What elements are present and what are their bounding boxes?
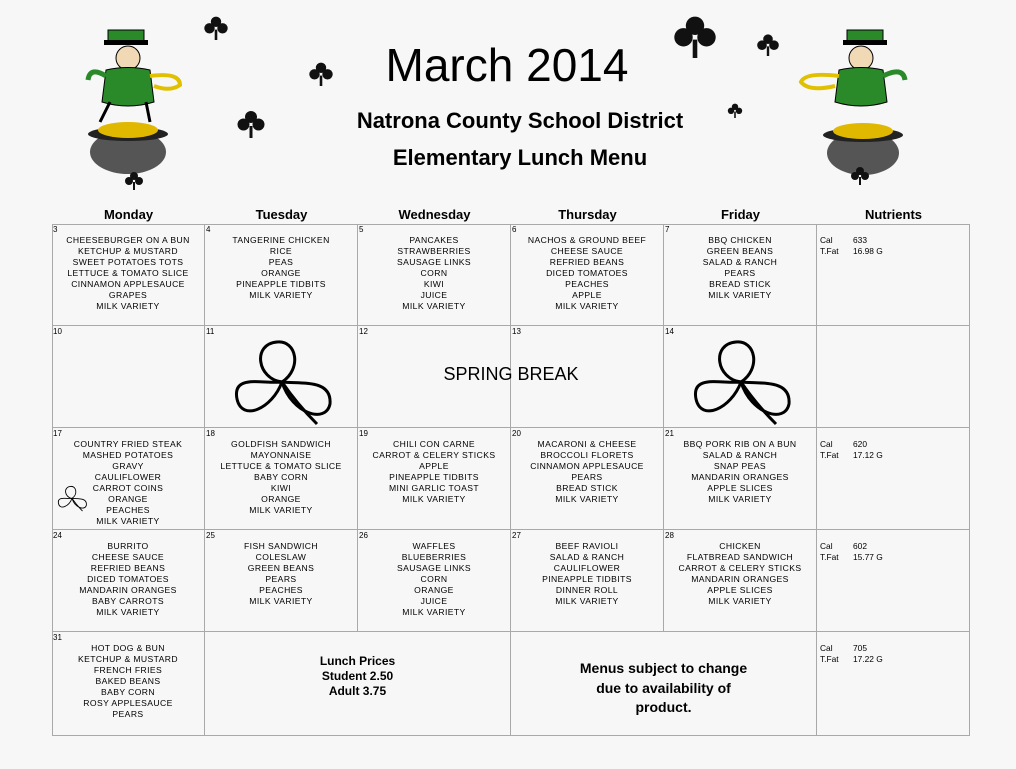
menu-items — [358, 439, 510, 505]
day-number: 17 — [53, 429, 62, 438]
day-cell — [358, 224, 511, 326]
menu-item: PINEAPPLE TIDBITS — [236, 279, 326, 289]
price-line: Student 2.50 — [321, 669, 394, 683]
menu-item: CHEESE SAUCE — [91, 552, 165, 562]
menu-item: CARROT COINS — [92, 483, 164, 493]
nutrients-cell — [817, 326, 970, 428]
fat-label: T.Fat — [820, 654, 839, 664]
nutrients-cell — [817, 530, 970, 632]
day-cell — [664, 428, 817, 530]
menu-items — [52, 439, 204, 527]
menu-item: PEACHES — [565, 279, 609, 289]
menu-item: MANDARIN ORANGES — [79, 585, 177, 595]
calories-line — [820, 643, 883, 654]
header-thursday: Thursday — [558, 207, 617, 222]
menu-title: Elementary Lunch Menu — [392, 145, 648, 170]
menu-item: MANDARIN ORANGES — [691, 472, 789, 482]
menu-items — [52, 541, 204, 618]
menu-item: BREAD STICK — [709, 279, 771, 289]
fat-value: 15.77 G — [853, 552, 883, 562]
menu-item: SWEET POTATOES TOTS — [72, 257, 184, 267]
menu-item: ORANGE — [108, 494, 148, 504]
header-wednesday: Wednesday — [398, 207, 471, 222]
menu-item: JUICE — [420, 290, 448, 300]
menu-items — [52, 643, 204, 720]
menu-item: CAULIFLOWER — [94, 472, 162, 482]
menu-item: SAUSAGE LINKS — [397, 257, 471, 267]
day-cell — [205, 530, 358, 632]
nutrients-values — [820, 439, 883, 461]
menu-item: MILK VARIETY — [555, 494, 619, 504]
header-monday: Monday — [103, 207, 154, 222]
day-cell — [664, 530, 817, 632]
menu-item: JUICE — [420, 596, 448, 606]
day-number: 11 — [206, 327, 215, 336]
lunch-prices-cell — [205, 632, 511, 736]
menu-item: BABY CORN — [100, 687, 156, 697]
menu-item: ORANGE — [261, 268, 301, 278]
menu-items — [511, 541, 663, 607]
menu-item: GREEN BEANS — [247, 563, 315, 573]
notice-line: due to availability of — [596, 679, 731, 696]
menu-item: GRAPES — [108, 290, 148, 300]
nutrients-values — [820, 235, 883, 257]
nutrients-values — [820, 643, 883, 665]
menu-item: KETCHUP & MUSTARD — [77, 654, 179, 664]
menu-item: KETCHUP & MUSTARD — [77, 246, 179, 256]
day-number: 25 — [206, 531, 215, 540]
calories-line — [820, 439, 883, 450]
menu-items — [205, 439, 357, 516]
day-cell — [511, 224, 664, 326]
menu-item: DICED TOMATOES — [87, 574, 169, 584]
shamrock-outline-icon — [681, 334, 801, 430]
fat-value: 17.12 G — [853, 450, 883, 460]
menu-item: CAULIFLOWER — [553, 563, 621, 573]
menu-item: KIWI — [270, 483, 292, 493]
menu-item: STRAWBERRIES — [397, 246, 471, 256]
calories-value: 633 — [853, 235, 867, 245]
menu-item: CORN — [420, 574, 448, 584]
day-number: 31 — [53, 633, 62, 642]
menu-item: PEARS — [724, 268, 756, 278]
menu-item: APPLE SLICES — [707, 483, 773, 493]
day-cell — [52, 224, 205, 326]
calories-label: Cal — [820, 235, 833, 245]
menu-item: MILK VARIETY — [708, 290, 772, 300]
menu-item: REFRIED BEANS — [549, 257, 625, 267]
fat-line — [820, 246, 883, 257]
fat-value: 17.22 G — [853, 654, 883, 664]
menu-item: MAYONNAISE — [250, 450, 312, 460]
day-cell — [358, 530, 511, 632]
menu-items — [52, 235, 204, 312]
day-number: 6 — [512, 225, 517, 234]
day-number: 10 — [53, 327, 62, 336]
menu-item: PINEAPPLE TIDBITS — [542, 574, 632, 584]
menu-item: LETTUCE & TOMATO SLICE — [220, 461, 342, 471]
menu-item: MASHED POTATOES — [82, 450, 174, 460]
menu-items — [205, 541, 357, 607]
menu-item: SAUSAGE LINKS — [397, 563, 471, 573]
menu-item: APPLE — [572, 290, 602, 300]
menu-item: MINI GARLIC TOAST — [388, 483, 480, 493]
nutrients-cell — [817, 632, 970, 736]
menu-item: MILK VARIETY — [249, 505, 313, 515]
price-line: Adult 3.75 — [328, 684, 387, 698]
day-cell — [511, 326, 664, 428]
clover-icon — [203, 14, 229, 40]
calories-value: 602 — [853, 541, 867, 551]
menu-item: CHICKEN — [719, 541, 761, 551]
day-cell — [52, 326, 205, 428]
calories-value: 620 — [853, 439, 867, 449]
day-cell — [358, 428, 511, 530]
day-number: 20 — [512, 429, 521, 438]
menu-item: CHEESE SAUCE — [550, 246, 624, 256]
calories-label: Cal — [820, 439, 833, 449]
menu-item: ORANGE — [414, 585, 454, 595]
day-cell — [664, 224, 817, 326]
day-number: 26 — [359, 531, 368, 540]
menu-item: GOLDFISH SANDWICH — [231, 439, 331, 449]
menu-item: SALAD & RANCH — [549, 552, 625, 562]
menu-item: MILK VARIETY — [555, 301, 619, 311]
fat-value: 16.98 G — [853, 246, 883, 256]
nutrients-values — [820, 541, 883, 563]
menu-item: PEACHES — [259, 585, 303, 595]
day-number: 3 — [53, 225, 58, 234]
menu-item: ORANGE — [261, 494, 301, 504]
menu-item: SNAP PEAS — [713, 461, 767, 471]
menu-item: CHILI CON CARNE — [393, 439, 475, 449]
day-number: 27 — [512, 531, 521, 540]
menu-item: PEAS — [268, 257, 294, 267]
menu-item: SALAD & RANCH — [702, 257, 778, 267]
menu-item: MILK VARIETY — [402, 607, 466, 617]
day-cell — [52, 428, 205, 530]
menu-item: CORN — [420, 268, 448, 278]
menu-item: BLUEBERRIES — [401, 552, 467, 562]
fat-line — [820, 552, 883, 563]
menu-item: MILK VARIETY — [96, 516, 160, 526]
menu-item: MACARONI & CHEESE — [537, 439, 637, 449]
menu-item: CINNAMON APPLESAUCE — [71, 279, 185, 289]
nutrients-cell — [817, 428, 970, 530]
menu-item: WAFFLES — [412, 541, 456, 551]
menu-item: PEARS — [265, 574, 297, 584]
calories-label: Cal — [820, 541, 833, 551]
menu-item: BAKED BEANS — [95, 676, 161, 686]
fat-line — [820, 450, 883, 461]
menu-item: MILK VARIETY — [402, 494, 466, 504]
calories-line — [820, 235, 883, 246]
header-tuesday: Tuesday — [255, 207, 308, 222]
menu-item: MILK VARIETY — [96, 301, 160, 311]
menu-item: PINEAPPLE TIDBITS — [389, 472, 479, 482]
fat-label: T.Fat — [820, 552, 839, 562]
menu-item: COUNTRY FRIED STEAK — [73, 439, 183, 449]
header-nutrients: Nutrients — [864, 207, 923, 222]
menu-item: MILK VARIETY — [708, 596, 772, 606]
notice-cell — [511, 632, 817, 736]
menu-item: BBQ CHICKEN — [708, 235, 772, 245]
menu-item: MILK VARIETY — [708, 494, 772, 504]
day-cell — [511, 530, 664, 632]
day-cell — [52, 530, 205, 632]
menu-item: PANCAKES — [409, 235, 459, 245]
shamrock-outline-icon — [54, 484, 90, 513]
day-number: 13 — [512, 327, 521, 336]
menu-items — [358, 235, 510, 312]
menu-item: GREEN BEANS — [706, 246, 774, 256]
menu-item: KIWI — [423, 279, 445, 289]
menu-item: CARROT & CELERY STICKS — [372, 450, 496, 460]
menu-item: TANGERINE CHICKEN — [232, 235, 330, 245]
day-number: 7 — [665, 225, 670, 234]
menu-item: BBQ PORK RIB ON A BUN — [683, 439, 797, 449]
menu-items — [664, 541, 816, 607]
day-cell — [511, 428, 664, 530]
menu-item: MILK VARIETY — [402, 301, 466, 311]
menu-item: COLESLAW — [255, 552, 307, 562]
menu-items — [358, 541, 510, 618]
menu-item: REFRIED BEANS — [90, 563, 166, 573]
menu-item: BABY CARROTS — [92, 596, 164, 606]
menu-item: BROCCOLI FLORETS — [540, 450, 634, 460]
menu-item: BURRITO — [107, 541, 149, 551]
day-number: 21 — [665, 429, 674, 438]
fat-label: T.Fat — [820, 450, 839, 460]
day-cell — [205, 428, 358, 530]
day-cell — [205, 224, 358, 326]
district-name: Natrona County School District — [356, 108, 684, 133]
menu-item: CHEESEBURGER ON A BUN — [66, 235, 190, 245]
menu-item: APPLE SLICES — [707, 585, 773, 595]
menu-item: MILK VARIETY — [96, 607, 160, 617]
day-cell — [52, 632, 205, 736]
menu-change-notice — [511, 659, 816, 718]
menu-item: BREAD STICK — [556, 483, 618, 493]
clover-icon — [124, 170, 144, 190]
day-number: 19 — [359, 429, 368, 438]
day-number: 18 — [206, 429, 215, 438]
menu-item: LETTUCE & TOMATO SLICE — [67, 268, 189, 278]
menu-item: DINNER ROLL — [555, 585, 619, 595]
menu-items — [511, 235, 663, 312]
menu-item: CARROT & CELERY STICKS — [678, 563, 802, 573]
menu-item: MILK VARIETY — [555, 596, 619, 606]
menu-item: MILK VARIETY — [249, 596, 313, 606]
menu-item: ROSY APPLESAUCE — [83, 698, 173, 708]
header-friday: Friday — [720, 207, 760, 222]
calories-value: 705 — [853, 643, 867, 653]
spring-break-label: SPRING BREAK — [443, 364, 579, 384]
menu-item: SALAD & RANCH — [702, 450, 778, 460]
day-number: 5 — [359, 225, 364, 234]
menu-item: MILK VARIETY — [249, 290, 313, 300]
menu-item: MANDARIN ORANGES — [691, 574, 789, 584]
menu-item: PEARS — [112, 709, 144, 719]
day-number: 24 — [53, 531, 62, 540]
menu-items — [511, 439, 663, 505]
lunch-prices — [205, 654, 510, 699]
menu-item: NACHOS & GROUND BEEF — [527, 235, 647, 245]
notice-line: product. — [635, 699, 692, 715]
day-cell — [664, 326, 817, 428]
day-number: 12 — [359, 327, 368, 336]
calories-label: Cal — [820, 643, 833, 653]
calories-line — [820, 541, 883, 552]
menu-item: FLATBREAD SANDWICH — [686, 552, 794, 562]
day-cell — [205, 326, 358, 428]
price-line: Lunch Prices — [319, 654, 396, 668]
menu-item: FISH SANDWICH — [244, 541, 318, 551]
day-number: 4 — [206, 225, 211, 234]
menu-items — [664, 439, 816, 505]
menu-item: RICE — [269, 246, 293, 256]
shamrock-outline-icon — [222, 334, 342, 430]
menu-item: CINNAMON APPLESAUCE — [530, 461, 644, 471]
day-number: 28 — [665, 531, 674, 540]
menu-items — [205, 235, 357, 301]
menu-item: FRENCH FRIES — [93, 665, 163, 675]
page-title: March 2014 — [385, 39, 629, 91]
menu-item: PEACHES — [106, 505, 150, 515]
nutrients-cell — [817, 224, 970, 326]
menu-items — [664, 235, 816, 301]
menu-item: BEEF RAVIOLI — [555, 541, 619, 551]
menu-item: PEARS — [571, 472, 603, 482]
menu-item: GRAVY — [112, 461, 144, 471]
notice-line: Menus subject to change — [579, 660, 748, 676]
day-number: 14 — [665, 327, 674, 336]
fat-label: T.Fat — [820, 246, 839, 256]
menu-item: APPLE — [419, 461, 449, 471]
menu-item: BABY CORN — [253, 472, 309, 482]
fat-line — [820, 654, 883, 665]
menu-item: HOT DOG & BUN — [91, 643, 165, 653]
menu-item: DICED TOMATOES — [546, 268, 628, 278]
